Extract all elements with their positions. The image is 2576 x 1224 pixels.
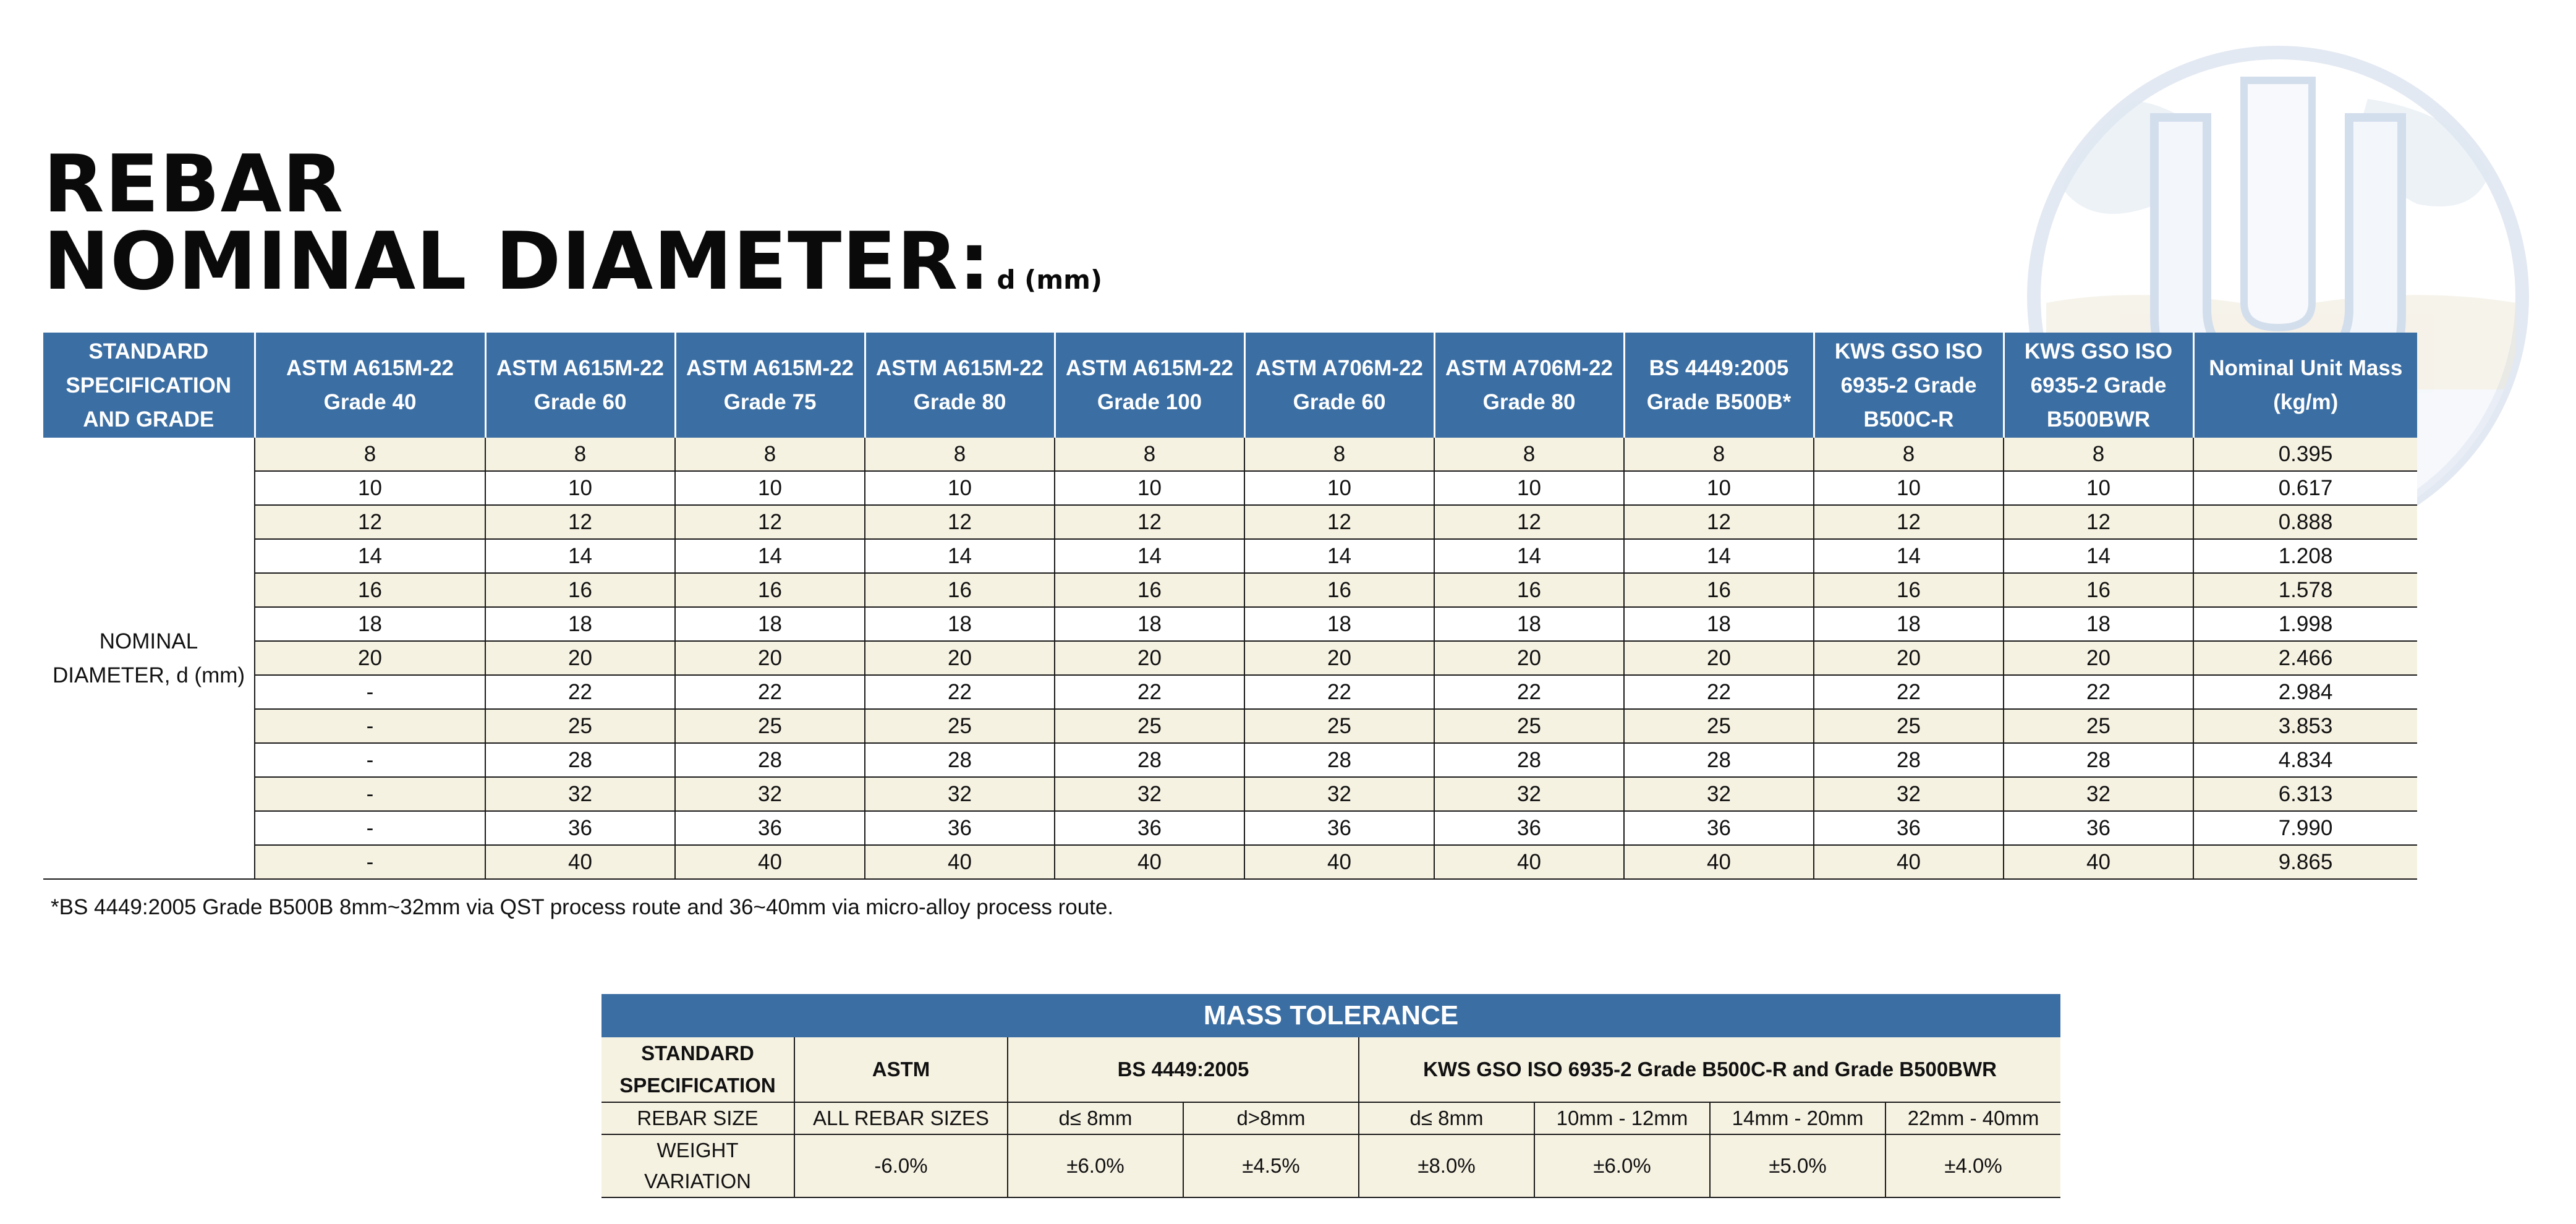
diameter-cell: 10	[865, 471, 1055, 505]
diameter-cell: 25	[1055, 709, 1244, 743]
table-row	[43, 709, 2417, 743]
diameter-cell: 8	[255, 438, 485, 471]
diameter-cell: 16	[1244, 573, 1434, 607]
diameter-cell: 36	[675, 811, 865, 845]
diameter-cell: 28	[485, 743, 675, 777]
diameter-cell: 28	[1814, 743, 2004, 777]
diameter-cell: 40	[1055, 845, 1244, 879]
diameter-cell: 25	[675, 709, 865, 743]
diameter-cell: 18	[255, 607, 485, 641]
spec-astm: ASTM	[794, 1037, 1008, 1102]
diameter-cell: 25	[1624, 709, 1814, 743]
table-row	[43, 573, 2417, 607]
tolerance-weight-row	[601, 1134, 2060, 1197]
diameter-cell: 8	[485, 438, 675, 471]
diameter-cell: 18	[865, 607, 1055, 641]
diameter-cell: 8	[675, 438, 865, 471]
diameter-cell: 10	[1055, 471, 1244, 505]
diameter-cell: 16	[485, 573, 675, 607]
diameter-cell: 32	[1624, 777, 1814, 811]
unit-mass-cell: 9.865	[2193, 845, 2417, 879]
rebar-size-cell: d>8mm	[1183, 1102, 1359, 1134]
rebar-size-cell: d≤ 8mm	[1008, 1102, 1183, 1134]
table-row	[43, 641, 2417, 675]
diameter-cell: 22	[1434, 675, 1624, 709]
column-header: ASTM A706M-22 Grade 60	[1244, 333, 1434, 438]
rebar-diameter-table	[43, 333, 2417, 880]
diameter-cell: 14	[1624, 539, 1814, 573]
footnote: *BS 4449:2005 Grade B500B 8mm~32mm via QST process route and 36~40mm via micro-alloy process route.	[51, 895, 1114, 919]
spec-label: STANDARD SPECIFICATION	[601, 1037, 794, 1102]
diameter-cell: 8	[2004, 438, 2193, 471]
rebar-size-cell: d≤ 8mm	[1359, 1102, 1534, 1134]
weight-variation-cell: ±5.0%	[1710, 1134, 1885, 1197]
diameter-cell: 22	[1244, 675, 1434, 709]
diameter-cell: 32	[675, 777, 865, 811]
diameter-cell: 10	[255, 471, 485, 505]
table-row	[43, 471, 2417, 505]
diameter-cell: 12	[1434, 505, 1624, 539]
diameter-cell: 25	[1244, 709, 1434, 743]
diameter-cell: 12	[485, 505, 675, 539]
diameter-cell: 20	[1814, 641, 2004, 675]
diameter-cell: 40	[1814, 845, 2004, 879]
diameter-cell: 18	[1055, 607, 1244, 641]
diameter-cell: 18	[485, 607, 675, 641]
column-header: STANDARD SPECIFICATION AND GRADE	[43, 333, 255, 438]
unit-mass-cell: 1.578	[2193, 573, 2417, 607]
diameter-cell: 10	[1434, 471, 1624, 505]
weight-variation-cell: ±8.0%	[1359, 1134, 1534, 1197]
diameter-cell: 14	[675, 539, 865, 573]
diameter-cell: 16	[865, 573, 1055, 607]
mass-tolerance-title: MASS TOLERANCE	[601, 994, 2060, 1037]
title-unit: d (mm)	[997, 265, 1103, 295]
diameter-cell: 18	[1814, 607, 2004, 641]
diameter-cell: 40	[2004, 845, 2193, 879]
column-header: ASTM A615M-22 Grade 40	[255, 333, 485, 438]
column-header: ASTM A615M-22 Grade 60	[485, 333, 675, 438]
diameter-cell: 22	[865, 675, 1055, 709]
diameter-cell: 28	[1434, 743, 1624, 777]
diameter-cell: 36	[1055, 811, 1244, 845]
diameter-cell: 16	[1055, 573, 1244, 607]
diameter-cell: 14	[485, 539, 675, 573]
diameter-cell: 12	[675, 505, 865, 539]
rebar-size-cell: 22mm - 40mm	[1885, 1102, 2060, 1134]
spec-bs: BS 4449:2005	[1008, 1037, 1359, 1102]
diameter-cell: 25	[2004, 709, 2193, 743]
diameter-cell: 8	[1624, 438, 1814, 471]
diameter-cell: 36	[1814, 811, 2004, 845]
diameter-cell: 32	[485, 777, 675, 811]
table-row	[43, 505, 2417, 539]
diameter-cell: 10	[485, 471, 675, 505]
diameter-cell: 8	[865, 438, 1055, 471]
unit-mass-cell: 1.998	[2193, 607, 2417, 641]
diameter-cell: 20	[675, 641, 865, 675]
diameter-cell: 20	[865, 641, 1055, 675]
diameter-cell: 18	[1244, 607, 1434, 641]
spec-kws: KWS GSO ISO 6935-2 Grade B500C-R and Grade B500BWR	[1359, 1037, 2060, 1102]
diameter-cell: 28	[1624, 743, 1814, 777]
diameter-cell: 40	[485, 845, 675, 879]
diameter-cell: 18	[675, 607, 865, 641]
diameter-cell: 25	[865, 709, 1055, 743]
diameter-cell: 28	[1244, 743, 1434, 777]
diameter-cell: 10	[1244, 471, 1434, 505]
diameter-cell: 32	[1055, 777, 1244, 811]
diameter-cell: 14	[1244, 539, 1434, 573]
diameter-cell: 22	[1055, 675, 1244, 709]
table-row	[43, 539, 2417, 573]
diameter-cell: 12	[1624, 505, 1814, 539]
column-header: Nominal Unit Mass (kg/m)	[2193, 333, 2417, 438]
size-label: REBAR SIZE	[601, 1102, 794, 1134]
diameter-cell: 20	[2004, 641, 2193, 675]
table-row	[43, 607, 2417, 641]
diameter-cell: 20	[1624, 641, 1814, 675]
unit-mass-cell: 2.466	[2193, 641, 2417, 675]
title-line-2-text: NOMINAL DIAMETER:	[43, 216, 991, 308]
unit-mass-cell: 1.208	[2193, 539, 2417, 573]
row-group-label: NOMINAL DIAMETER, d (mm)	[43, 438, 255, 879]
table-row	[43, 438, 2417, 471]
diameter-cell: 14	[865, 539, 1055, 573]
rebar-size-cell: 10mm - 12mm	[1534, 1102, 1710, 1134]
diameter-cell: 14	[1814, 539, 2004, 573]
diameter-cell: 36	[865, 811, 1055, 845]
diameter-cell: -	[255, 811, 485, 845]
diameter-cell: 40	[1624, 845, 1814, 879]
unit-mass-cell: 3.853	[2193, 709, 2417, 743]
unit-mass-cell: 0.617	[2193, 471, 2417, 505]
diameter-cell: 16	[1814, 573, 2004, 607]
diameter-cell: 12	[1055, 505, 1244, 539]
diameter-cell: 28	[675, 743, 865, 777]
diameter-cell: 14	[1434, 539, 1624, 573]
table-row	[43, 675, 2417, 709]
unit-mass-cell: 0.395	[2193, 438, 2417, 471]
diameter-cell: 20	[485, 641, 675, 675]
diameter-cell: 28	[1055, 743, 1244, 777]
diameter-cell: 16	[675, 573, 865, 607]
diameter-cell: 22	[1814, 675, 2004, 709]
diameter-cell: 18	[2004, 607, 2193, 641]
diameter-cell: 12	[255, 505, 485, 539]
diameter-cell: 22	[485, 675, 675, 709]
table-row	[43, 777, 2417, 811]
table-row	[43, 845, 2417, 879]
diameter-cell: 16	[1434, 573, 1624, 607]
diameter-cell: -	[255, 777, 485, 811]
diameter-cell: 28	[2004, 743, 2193, 777]
diameter-cell: -	[255, 845, 485, 879]
diameter-cell: 40	[675, 845, 865, 879]
diameter-cell: 20	[255, 641, 485, 675]
diameter-cell: 32	[865, 777, 1055, 811]
diameter-cell: 32	[1244, 777, 1434, 811]
diameter-cell: 22	[2004, 675, 2193, 709]
diameter-cell: 16	[1624, 573, 1814, 607]
diameter-cell: 32	[1434, 777, 1624, 811]
unit-mass-cell: 0.888	[2193, 505, 2417, 539]
column-header: KWS GSO ISO 6935-2 Grade B500C-R	[1814, 333, 2004, 438]
diameter-cell: 32	[1814, 777, 2004, 811]
diameter-cell: 12	[1814, 505, 2004, 539]
diameter-cell: 36	[485, 811, 675, 845]
diameter-cell: 36	[1244, 811, 1434, 845]
diameter-cell: 36	[1624, 811, 1814, 845]
table-header-row	[43, 333, 2417, 438]
column-header: ASTM A615M-22 Grade 75	[675, 333, 865, 438]
diameter-cell: 20	[1055, 641, 1244, 675]
table-row	[43, 743, 2417, 777]
tolerance-spec-row	[601, 1037, 2060, 1102]
unit-mass-cell: 7.990	[2193, 811, 2417, 845]
diameter-cell: 18	[1624, 607, 1814, 641]
diameter-cell: 36	[1434, 811, 1624, 845]
diameter-cell: 40	[865, 845, 1055, 879]
diameter-cell: -	[255, 675, 485, 709]
diameter-cell: 22	[1624, 675, 1814, 709]
weight-label: WEIGHT VARIATION	[601, 1134, 794, 1197]
rebar-size-cell: 14mm - 20mm	[1710, 1102, 1885, 1134]
diameter-cell: 32	[2004, 777, 2193, 811]
diameter-cell: 40	[1244, 845, 1434, 879]
diameter-cell: 25	[1434, 709, 1624, 743]
title-line-2	[43, 216, 1103, 320]
diameter-cell: 16	[2004, 573, 2193, 607]
column-header: ASTM A615M-22 Grade 80	[865, 333, 1055, 438]
weight-variation-cell: ±4.5%	[1183, 1134, 1359, 1197]
weight-variation-cell: ±6.0%	[1008, 1134, 1183, 1197]
diameter-cell: 10	[1624, 471, 1814, 505]
diameter-cell: 40	[1434, 845, 1624, 879]
diameter-cell: 8	[1434, 438, 1624, 471]
diameter-cell: -	[255, 743, 485, 777]
weight-variation-cell: ±6.0%	[1534, 1134, 1710, 1197]
diameter-cell: 20	[1434, 641, 1624, 675]
diameter-cell: 22	[675, 675, 865, 709]
tolerance-size-row	[601, 1102, 2060, 1134]
diameter-cell: 8	[1055, 438, 1244, 471]
diameter-cell: 10	[2004, 471, 2193, 505]
title-line-1: REBAR	[43, 138, 344, 231]
column-header: KWS GSO ISO 6935-2 Grade B500BWR	[2004, 333, 2193, 438]
diameter-cell: 12	[865, 505, 1055, 539]
table-row	[43, 811, 2417, 845]
mass-tolerance-table	[601, 994, 2060, 1198]
page-title	[43, 138, 1103, 320]
diameter-cell: 14	[255, 539, 485, 573]
column-header: ASTM A706M-22 Grade 80	[1434, 333, 1624, 438]
column-header: ASTM A615M-22 Grade 100	[1055, 333, 1244, 438]
diameter-cell: 25	[1814, 709, 2004, 743]
diameter-cell: 14	[1055, 539, 1244, 573]
diameter-cell: 10	[675, 471, 865, 505]
diameter-cell: 20	[1244, 641, 1434, 675]
rebar-size-cell: ALL REBAR SIZES	[794, 1102, 1008, 1134]
diameter-cell: 8	[1814, 438, 2004, 471]
diameter-cell: 10	[1814, 471, 2004, 505]
diameter-cell: 16	[255, 573, 485, 607]
diameter-cell: 28	[865, 743, 1055, 777]
weight-variation-cell: ±4.0%	[1885, 1134, 2060, 1197]
diameter-cell: 18	[1434, 607, 1624, 641]
diameter-cell: 14	[2004, 539, 2193, 573]
unit-mass-cell: 2.984	[2193, 675, 2417, 709]
weight-variation-cell: -6.0%	[794, 1134, 1008, 1197]
diameter-cell: -	[255, 709, 485, 743]
diameter-cell: 36	[2004, 811, 2193, 845]
column-header: BS 4449:2005 Grade B500B*	[1624, 333, 1814, 438]
diameter-cell: 8	[1244, 438, 1434, 471]
diameter-cell: 12	[1244, 505, 1434, 539]
diameter-cell: 25	[485, 709, 675, 743]
unit-mass-cell: 6.313	[2193, 777, 2417, 811]
diameter-cell: 12	[2004, 505, 2193, 539]
unit-mass-cell: 4.834	[2193, 743, 2417, 777]
